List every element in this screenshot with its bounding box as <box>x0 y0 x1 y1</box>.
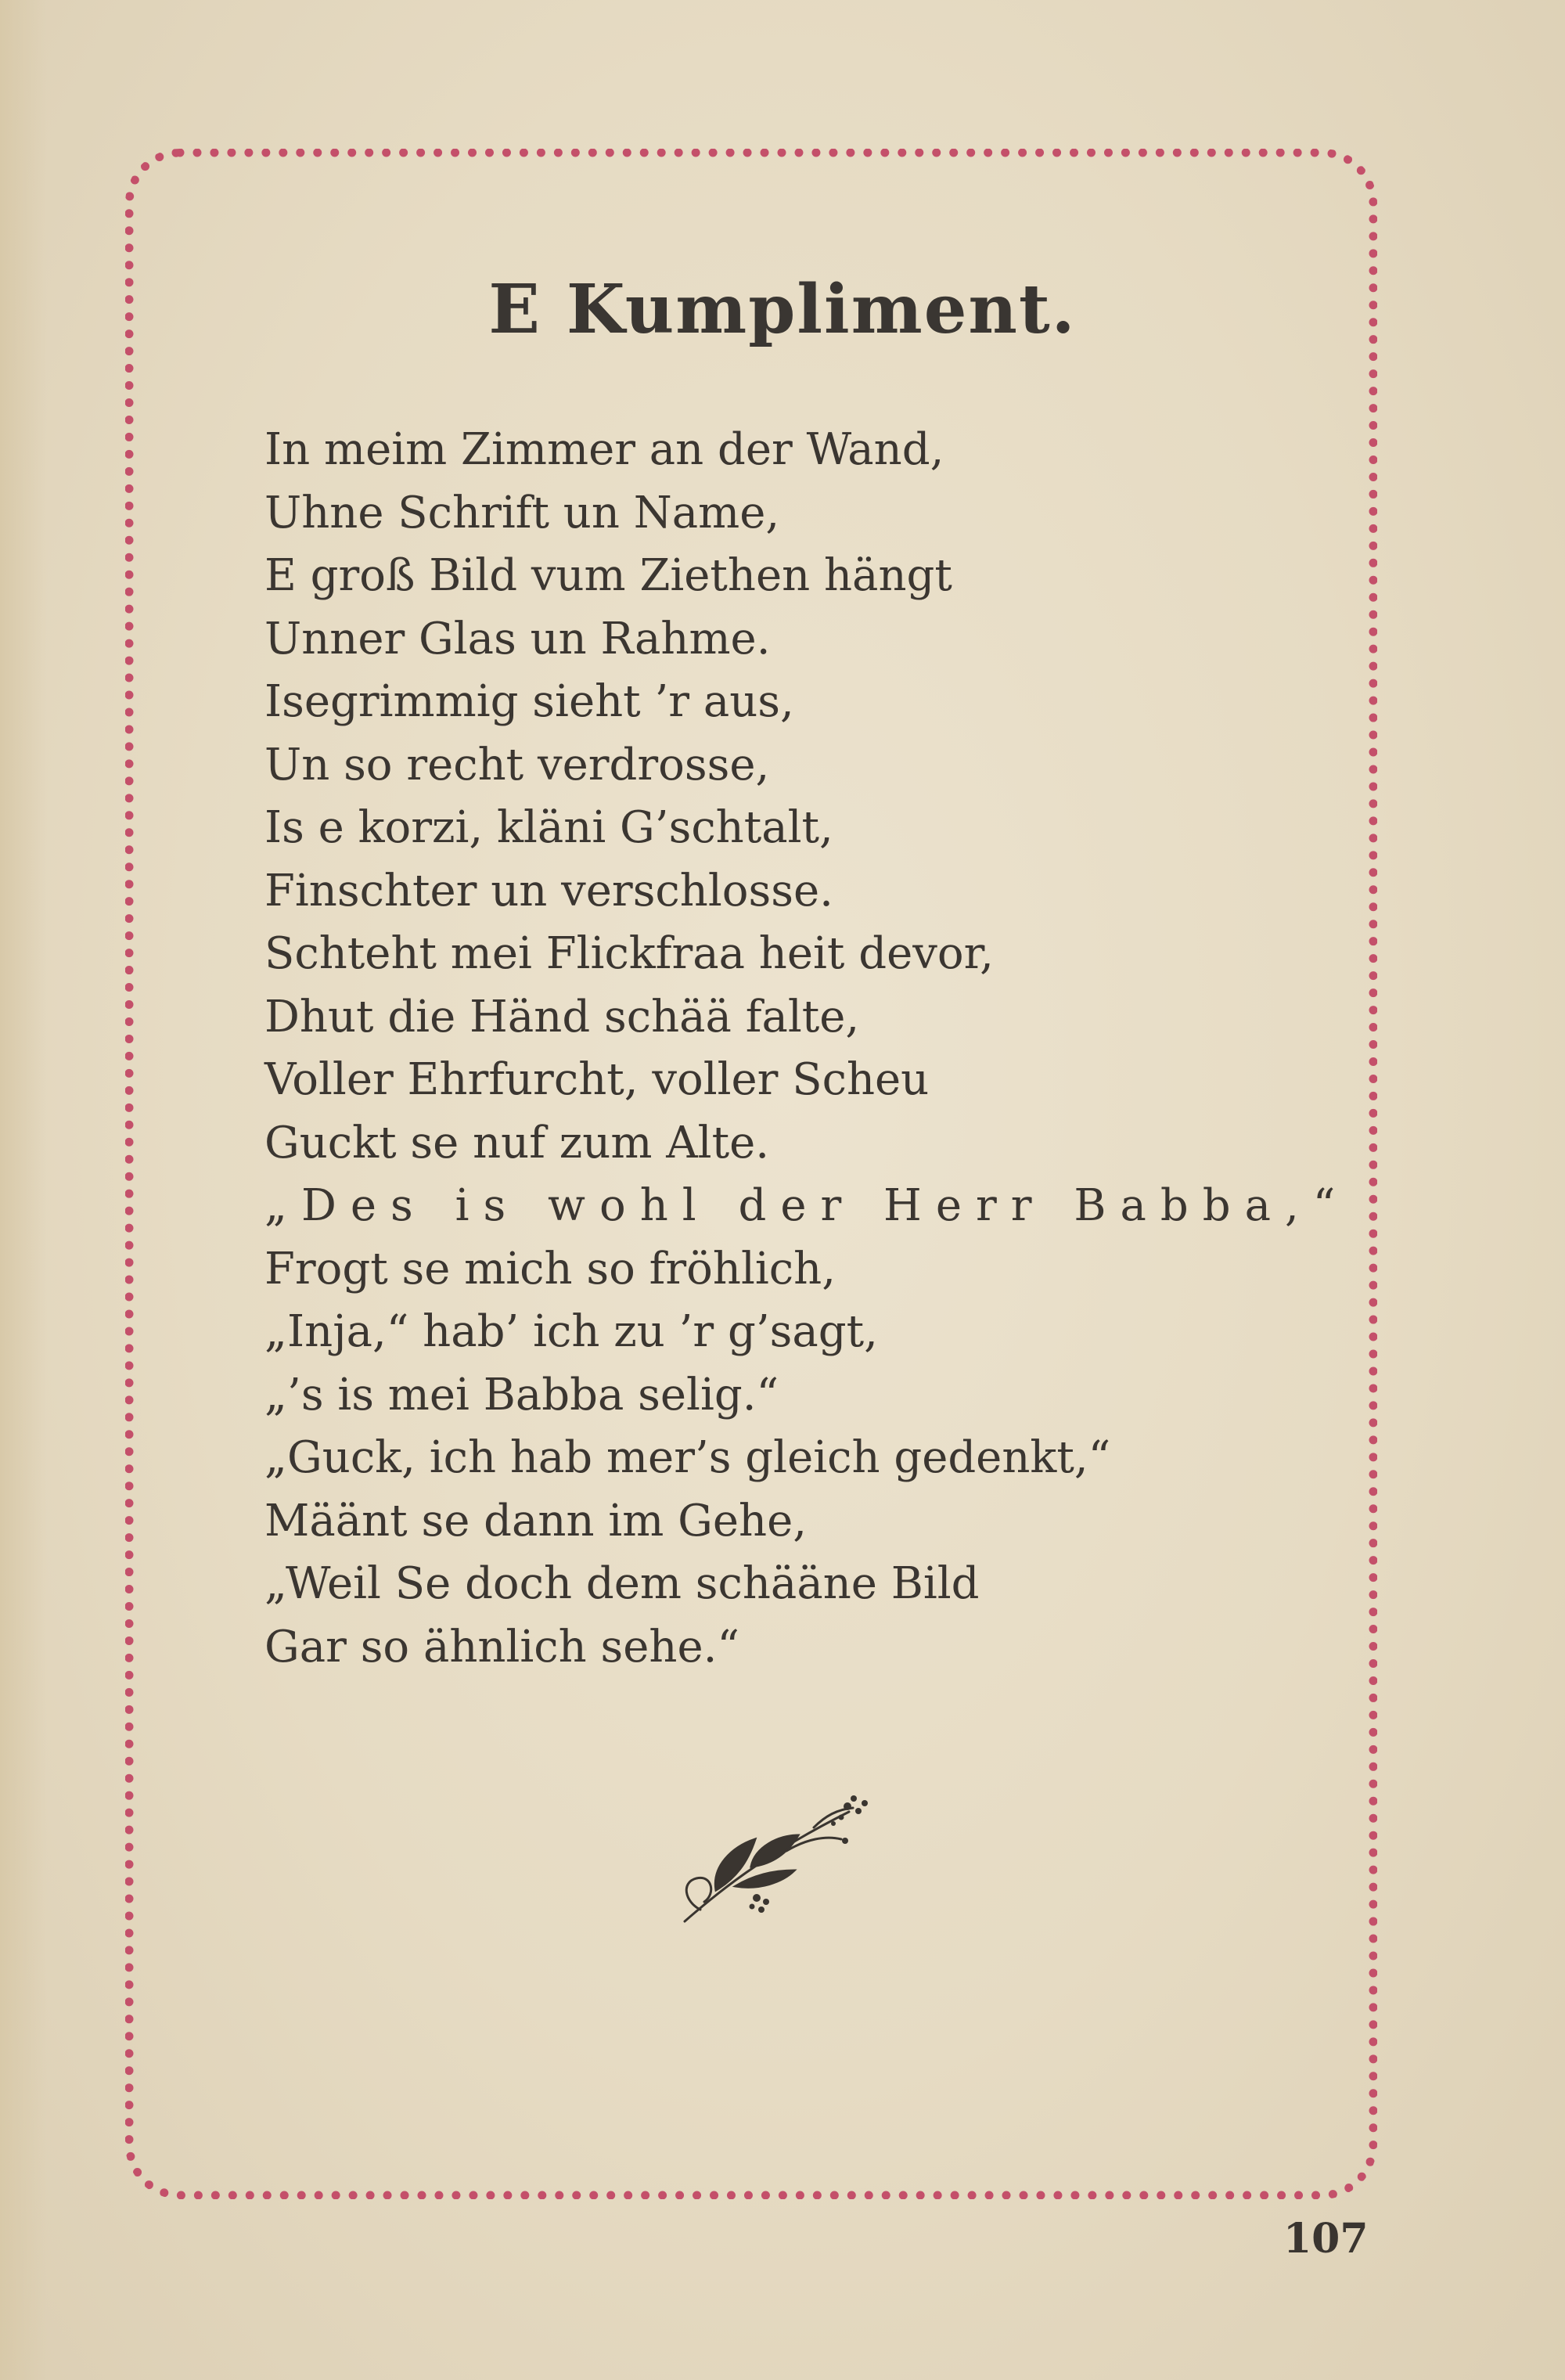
poem-line: „Des is wohl der Herr Babba,“ <box>264 1180 1350 1231</box>
poem-line: Is e korzi, kläni G’schtalt, <box>264 802 833 853</box>
poem-line: Guckt se nuf zum Alte. <box>264 1117 770 1168</box>
poem-line: Un so recht verdrosse, <box>264 739 770 790</box>
poem-line: Frogt se mich so fröhlich, <box>264 1243 836 1294</box>
poem-line: In meim Zimmer an der Wand, <box>264 424 944 475</box>
poem-line: „’s is mei Babba selig.“ <box>264 1369 779 1420</box>
poem-line: Uhne Schrift un Name, <box>264 487 780 538</box>
poem-line: Määnt se dann im Gehe, <box>264 1495 808 1546</box>
poem-line: „Guck, ich hab mer’s gleich gedenkt,“ <box>264 1432 1111 1483</box>
poem-line: Gar so ähnlich sehe.“ <box>264 1621 740 1672</box>
poem-line: Finschter un verschlosse. <box>264 865 833 916</box>
poem-line: E groß Bild vum Ziethen hängt <box>264 550 952 601</box>
poem-line: Schteht mei Flickfraa heit devor, <box>264 928 994 979</box>
poem-line: Voller Ehrfurcht, voller Scheu <box>264 1054 930 1105</box>
flower-sprig-icon <box>669 1792 880 1925</box>
page-number: 107 <box>1283 2215 1369 2263</box>
poem-body <box>264 419 1349 1679</box>
poem-line: „Weil Se doch dem schääne Bild <box>264 1558 980 1609</box>
poem-title: E Kumpliment. <box>488 270 1077 349</box>
poem-line: „Inja,“ hab’ ich zu ’r g’sagt, <box>264 1306 878 1357</box>
page-edge-shadow <box>0 0 47 2380</box>
poem-line: Dhut die Händ schää falte, <box>264 991 860 1042</box>
poem-line: Isegrimmig sieht ’r aus, <box>264 676 794 727</box>
poem-line: Unner Glas un Rahme. <box>264 613 771 664</box>
